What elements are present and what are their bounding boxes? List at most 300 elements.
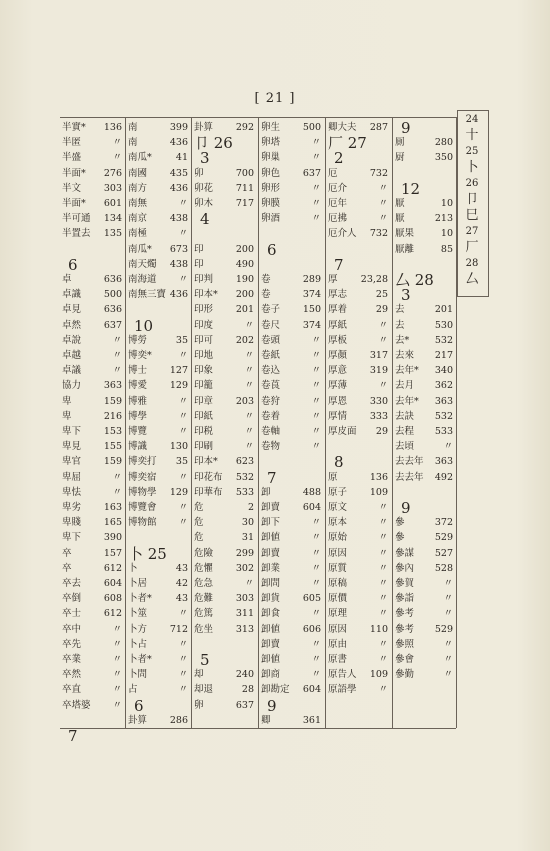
index-entry — [328, 637, 390, 653]
entry-term: 卓越 — [62, 350, 82, 361]
entry-term: 印税 — [194, 426, 214, 437]
entry-term: 卷込 — [261, 365, 281, 377]
index-entry — [261, 287, 323, 303]
index-entry — [261, 135, 323, 151]
entry-page-ref: 604 — [302, 684, 321, 696]
entry-term: 卸賣 — [261, 547, 281, 559]
entry-page-ref: 〃 — [443, 608, 453, 620]
index-entry — [328, 333, 390, 349]
index-entry — [128, 682, 190, 698]
entry-page-ref: 〃 — [112, 654, 122, 665]
entry-page-ref: 637 — [103, 319, 122, 331]
entry-term: 危難 — [194, 593, 214, 605]
entry-page-ref: 200 — [235, 243, 254, 255]
entry-term: 厭 — [395, 198, 405, 209]
entry-term: 危險 — [194, 547, 214, 559]
index-entry — [194, 470, 256, 486]
section-heading: 7 — [334, 255, 344, 274]
index-entry — [128, 363, 190, 379]
entry-page-ref: 〃 — [112, 669, 122, 681]
index-entry — [62, 378, 124, 394]
entry-page-ref: 〃 — [112, 699, 122, 711]
entry-term: 卷頭 — [261, 334, 281, 346]
index-entry — [328, 470, 390, 486]
entry-term: 卸値 — [261, 532, 281, 544]
index-entry — [261, 530, 323, 546]
index-entry — [194, 287, 256, 303]
index-entry — [328, 394, 390, 410]
index-entry — [62, 211, 124, 227]
index-entry — [62, 454, 124, 470]
index-entry — [128, 454, 190, 470]
entry-term: 印形 — [194, 304, 214, 316]
index-entry — [261, 606, 323, 622]
entry-page-ref: 〃 — [112, 350, 122, 361]
entry-page-ref: 〃 — [178, 669, 188, 681]
entry-term: 厄介人 — [328, 228, 357, 240]
entry-term: 博物館 — [128, 517, 157, 529]
entry-term: 南方 — [128, 182, 148, 194]
entry-term: 南無三寶 — [128, 289, 167, 301]
entry-term: 厚志 — [328, 289, 348, 301]
index-entry — [328, 363, 390, 379]
index-entry — [261, 166, 323, 182]
entry-page-ref: 732 — [369, 167, 388, 179]
entry-term: 印地 — [194, 350, 214, 361]
index-entry — [261, 150, 323, 166]
entry-page-ref: 217 — [434, 350, 453, 361]
index-entry — [62, 318, 124, 334]
entry-page-ref: 〃 — [378, 182, 388, 194]
side-index-item: 十 — [465, 128, 479, 143]
entry-term: 卜方 — [128, 623, 148, 635]
section-heading: 7 — [68, 727, 78, 745]
entry-page-ref: 23,28 — [360, 274, 388, 285]
entry-page-ref: 〃 — [311, 532, 321, 544]
entry-page-ref: 〃 — [311, 395, 321, 407]
entry-page-ref: 527 — [434, 547, 453, 559]
entry-term: 厚板 — [328, 334, 348, 346]
entry-term: 危 — [194, 532, 204, 544]
entry-term: 厠 — [395, 137, 405, 149]
entry-term: 卵酒 — [261, 213, 281, 225]
entry-page-ref: 〃 — [311, 441, 321, 453]
entry-page-ref: 〃 — [178, 410, 188, 422]
index-entry — [128, 530, 190, 546]
entry-page-ref: 363 — [434, 456, 453, 468]
entry-term: 參謀 — [395, 547, 415, 559]
index-entry — [128, 181, 190, 197]
side-index-item: 巳 — [465, 208, 479, 223]
index-entry — [128, 485, 190, 501]
entry-page-ref: 〃 — [178, 198, 188, 209]
entry-term: 卷尺 — [261, 319, 281, 331]
entry-term: 卑屈 — [62, 471, 82, 483]
entry-term: 協力 — [62, 380, 82, 392]
entry-term: 厚紙 — [328, 319, 348, 331]
entry-page-ref: 〃 — [378, 608, 388, 620]
index-entry — [128, 606, 190, 622]
index-entry — [261, 622, 323, 638]
entry-page-ref: 390 — [103, 532, 122, 544]
entry-page-ref: 〃 — [311, 669, 321, 681]
section-heading: 6 — [267, 240, 277, 259]
entry-page-ref: 319 — [369, 365, 388, 377]
entry-page-ref: 〃 — [378, 517, 388, 529]
index-entry — [395, 378, 455, 394]
entry-term: 博物學 — [128, 486, 157, 498]
index-entry — [62, 257, 124, 273]
entry-page-ref: 333 — [369, 410, 388, 422]
index-entry — [62, 439, 124, 455]
entry-term: 去年* — [395, 395, 419, 407]
entry-page-ref: 〃 — [112, 152, 122, 164]
index-entry — [261, 439, 323, 455]
entry-term: 博奕打 — [128, 456, 157, 468]
entry-page-ref: 〃 — [112, 623, 122, 635]
entry-page-ref: 135 — [103, 228, 122, 240]
index-entry — [194, 378, 256, 394]
index-entry — [261, 637, 323, 653]
entry-term: 卷 — [261, 274, 271, 285]
entry-term: 卒業 — [62, 654, 82, 665]
entry-term: 卸商 — [261, 669, 281, 681]
entry-term: 博識 — [128, 441, 148, 453]
entry-term: 卒然 — [62, 669, 82, 681]
entry-page-ref: 〃 — [311, 547, 321, 559]
index-entry — [128, 667, 190, 683]
section-heading: 卩 26 — [194, 134, 233, 153]
entry-term: 危坐 — [194, 623, 214, 635]
index-entry — [395, 394, 455, 410]
entry-term: 危篤 — [194, 608, 214, 620]
entry-term: 卜占 — [128, 638, 148, 650]
entry-term: 印 — [194, 243, 204, 255]
entry-term: 原文 — [328, 502, 348, 513]
index-entry — [261, 378, 323, 394]
index-entry — [261, 302, 323, 318]
index-entry — [194, 257, 256, 273]
entry-term: 厄 — [328, 167, 338, 179]
entry-page-ref: 35 — [175, 456, 188, 468]
index-entry — [261, 272, 323, 288]
entry-term: 卿大夫 — [328, 122, 357, 133]
entry-term: 卑官 — [62, 456, 82, 468]
entry-term: 博學 — [128, 410, 148, 422]
entry-term: 半匿 — [62, 137, 82, 149]
entry-term: 卜 — [128, 562, 138, 574]
entry-page-ref: 636 — [103, 304, 122, 316]
index-entry — [62, 181, 124, 197]
entry-term: 印紙 — [194, 410, 214, 422]
entry-page-ref: 636 — [103, 274, 122, 285]
entry-term: 半盛 — [62, 152, 82, 164]
entry-term: 卓識 — [62, 289, 82, 301]
entry-term: 去去年 — [395, 471, 424, 483]
index-entry — [395, 120, 455, 136]
index-entry — [328, 272, 390, 288]
entry-term: 卦算 — [194, 122, 214, 133]
entry-page-ref: 313 — [235, 623, 254, 635]
column-divider — [125, 117, 126, 728]
index-entry — [194, 166, 256, 182]
entry-page-ref: 〃 — [244, 350, 254, 361]
index-entry — [194, 226, 256, 242]
index-entry — [395, 226, 455, 242]
entry-term: 卑賤 — [62, 517, 82, 529]
index-entry — [328, 606, 390, 622]
entry-page-ref: 〃 — [311, 578, 321, 589]
entry-page-ref: 129 — [169, 380, 188, 392]
entry-term: 卵生 — [261, 122, 281, 133]
entry-page-ref: 30 — [241, 517, 254, 529]
entry-page-ref: 〃 — [244, 380, 254, 392]
index-entry — [395, 318, 455, 334]
entry-page-ref: 〃 — [178, 471, 188, 483]
entry-page-ref: 303 — [103, 182, 122, 194]
index-entry — [328, 576, 390, 592]
entry-page-ref: 612 — [103, 562, 122, 574]
entry-page-ref: 604 — [302, 502, 321, 513]
column-divider — [392, 117, 393, 728]
entry-term: 占 — [128, 684, 138, 696]
index-entry — [395, 470, 455, 486]
index-entry — [194, 561, 256, 577]
index-entry — [128, 439, 190, 455]
entry-term: 卷 — [261, 289, 271, 301]
entry-term: 印刷 — [194, 441, 214, 453]
entry-page-ref: 〃 — [311, 517, 321, 529]
entry-page-ref: 〃 — [112, 486, 122, 498]
index-entry — [194, 363, 256, 379]
index-entry — [62, 333, 124, 349]
index-entry — [395, 409, 455, 425]
index-entry — [128, 409, 190, 425]
index-entry — [395, 348, 455, 364]
entry-page-ref: 〃 — [244, 426, 254, 437]
index-entry — [128, 622, 190, 638]
entry-term: 厭離 — [395, 243, 415, 255]
index-entry — [62, 622, 124, 638]
index-entry — [194, 348, 256, 364]
entry-page-ref: 〃 — [112, 334, 122, 346]
entry-page-ref: 〃 — [378, 654, 388, 665]
entry-page-ref: 〃 — [378, 319, 388, 331]
entry-term: 厚着 — [328, 304, 348, 316]
entry-page-ref: 〃 — [112, 471, 122, 483]
entry-term: 印象 — [194, 365, 214, 377]
index-entry — [62, 515, 124, 531]
entry-term: 卵 — [194, 699, 204, 711]
entry-term: 卑下 — [62, 532, 82, 544]
entry-page-ref: 29 — [375, 304, 388, 316]
index-entry — [62, 667, 124, 683]
entry-term: 厚 — [328, 274, 338, 285]
entry-term: 印可 — [194, 334, 214, 346]
entry-term: 危 — [194, 502, 204, 513]
index-entry — [194, 546, 256, 562]
index-entry — [395, 561, 455, 577]
entry-term: 南無 — [128, 198, 148, 209]
index-entry — [128, 287, 190, 303]
index-entry — [261, 561, 323, 577]
index-entry — [62, 120, 124, 136]
entry-page-ref: 〃 — [443, 654, 453, 665]
index-entry — [395, 363, 455, 379]
entry-term: 去月 — [395, 380, 415, 392]
index-entry — [328, 257, 390, 273]
entry-term: 卒 — [62, 547, 72, 559]
entry-term: 南海道 — [128, 274, 157, 285]
entry-term: 厚薄 — [328, 380, 348, 392]
entry-term: 印 — [194, 258, 204, 270]
index-entry — [194, 606, 256, 622]
index-entry — [328, 226, 390, 242]
entry-term: 原告人 — [328, 669, 357, 681]
index-entry — [261, 652, 323, 668]
index-entry — [62, 166, 124, 182]
index-entry — [62, 485, 124, 501]
index-entry — [261, 211, 323, 227]
entry-term: 卑怯 — [62, 486, 82, 498]
entry-page-ref: 532 — [434, 334, 453, 346]
entry-term: 原由 — [328, 638, 348, 650]
section-heading: 5 — [200, 651, 210, 669]
index-entry — [261, 500, 323, 516]
section-heading: 卜 25 — [128, 544, 167, 563]
entry-page-ref: 532 — [434, 410, 453, 422]
entry-page-ref: 〃 — [311, 426, 321, 437]
index-entry — [128, 698, 190, 714]
index-entry — [128, 637, 190, 653]
index-entry — [194, 530, 256, 546]
entry-page-ref: 488 — [302, 486, 321, 498]
index-entry — [128, 470, 190, 486]
entry-term: 卒先 — [62, 638, 82, 650]
index-entry — [128, 561, 190, 577]
entry-page-ref: 399 — [169, 122, 188, 133]
entry-term: 參 — [395, 532, 405, 544]
entry-term: 博覽 — [128, 426, 148, 437]
index-entry — [261, 667, 323, 683]
entry-term: 印本* — [194, 456, 218, 468]
entry-page-ref: 〃 — [244, 578, 254, 589]
entry-page-ref: 436 — [169, 137, 188, 149]
index-entry — [328, 181, 390, 197]
column-divider — [325, 117, 326, 728]
entry-page-ref: 〃 — [112, 684, 122, 696]
entry-term: 卑 — [62, 410, 72, 422]
index-entry — [194, 333, 256, 349]
entry-term: 卯木 — [194, 198, 214, 209]
entry-term: 卷子 — [261, 304, 281, 316]
entry-term: 卦算 — [128, 714, 148, 726]
entry-page-ref: 201 — [434, 304, 453, 316]
entry-term: 原因 — [328, 623, 348, 635]
index-entry — [328, 287, 390, 303]
index-entry — [194, 576, 256, 592]
entry-page-ref: 〃 — [178, 608, 188, 620]
entry-term: 參會 — [395, 654, 415, 665]
index-entry — [194, 181, 256, 197]
entry-term: 卜問 — [128, 669, 148, 681]
index-entry — [128, 576, 190, 592]
entry-term: 博覽會 — [128, 502, 157, 513]
index-entry — [194, 667, 256, 683]
index-entry — [194, 272, 256, 288]
entry-page-ref: 287 — [369, 122, 388, 133]
index-entry — [261, 682, 323, 698]
entry-page-ref: 240 — [235, 669, 254, 681]
entry-term: 卸賣 — [261, 638, 281, 650]
index-entry — [328, 424, 390, 440]
entry-page-ref: 〃 — [378, 684, 388, 696]
entry-term: 卵色 — [261, 167, 281, 179]
entry-page-ref: 〃 — [244, 319, 254, 331]
index-entry — [328, 667, 390, 683]
section-heading: 9 — [401, 119, 411, 137]
entry-page-ref: 〃 — [311, 638, 321, 650]
entry-term: 危懼 — [194, 562, 214, 574]
index-entry — [395, 424, 455, 440]
entry-page-ref: 〃 — [378, 593, 388, 605]
entry-page-ref: 〃 — [178, 654, 188, 665]
entry-page-ref: 〃 — [178, 426, 188, 437]
index-entry — [328, 682, 390, 698]
index-entry — [328, 652, 390, 668]
entry-term: 厚意 — [328, 365, 348, 377]
index-entry — [328, 622, 390, 638]
index-entry — [62, 470, 124, 486]
entry-page-ref: 〃 — [378, 334, 388, 346]
entry-page-ref: 608 — [103, 593, 122, 605]
entry-page-ref: 〃 — [311, 380, 321, 392]
entry-page-ref: 134 — [103, 213, 122, 225]
entry-term: 去程 — [395, 426, 415, 437]
index-entry — [261, 363, 323, 379]
index-entry — [194, 698, 256, 714]
entry-page-ref: 〃 — [311, 152, 321, 164]
entry-page-ref: 612 — [103, 608, 122, 620]
entry-page-ref: 163 — [103, 502, 122, 513]
side-index-item: 厂 — [465, 240, 479, 255]
entry-page-ref: 673 — [169, 243, 188, 255]
entry-term: 半文 — [62, 182, 82, 194]
entry-term: 卷軸 — [261, 426, 281, 437]
entry-page-ref: 〃 — [378, 198, 388, 209]
entry-page-ref: 623 — [235, 456, 254, 468]
entry-page-ref: 435 — [169, 167, 188, 179]
entry-term: 卸勘定 — [261, 684, 290, 696]
index-entry — [395, 515, 455, 531]
entry-page-ref: 〃 — [311, 198, 321, 209]
entry-page-ref: 28 — [241, 684, 254, 696]
entry-term: 厄介 — [328, 182, 348, 194]
entry-page-ref: 〃 — [178, 228, 188, 240]
entry-page-ref: 340 — [434, 365, 453, 377]
entry-page-ref: 43 — [175, 593, 188, 605]
entry-page-ref: 〃 — [378, 547, 388, 559]
entry-term: 卜筮 — [128, 608, 148, 620]
entry-term: 去頃 — [395, 441, 415, 453]
entry-page-ref: 438 — [169, 258, 188, 270]
entry-page-ref: 〃 — [311, 365, 321, 377]
entry-page-ref: 2 — [247, 502, 254, 513]
index-entry — [62, 363, 124, 379]
index-entry — [62, 576, 124, 592]
entry-term: 半置去 — [62, 228, 91, 240]
entry-page-ref: 276 — [103, 167, 122, 179]
